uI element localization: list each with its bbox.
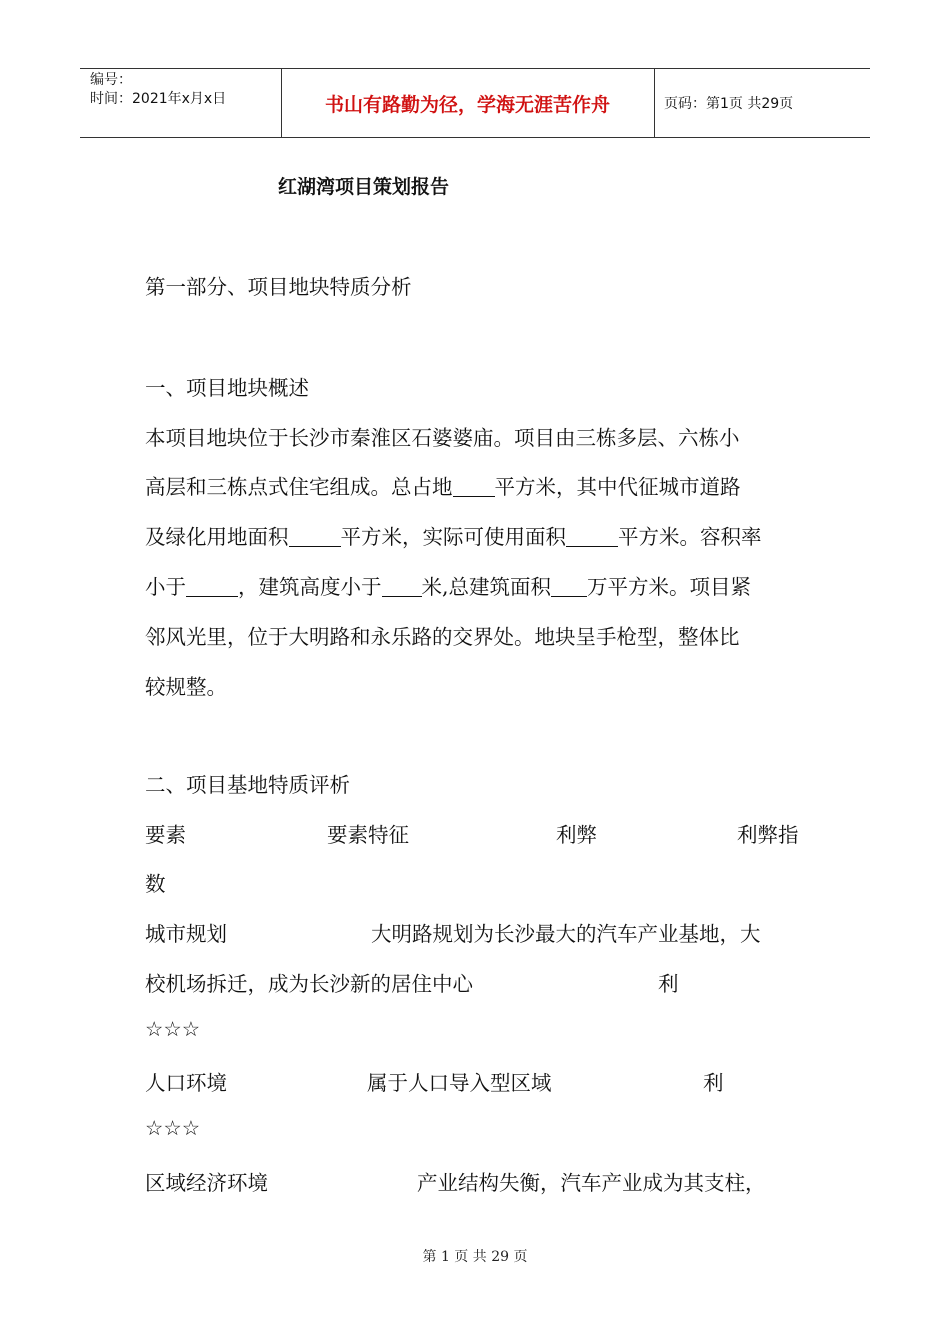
header-number: 编号： bbox=[90, 72, 132, 88]
column-header: 要素 bbox=[145, 823, 186, 847]
factor-label: 区域经济环境 bbox=[145, 1171, 268, 1195]
fill-blank bbox=[453, 476, 495, 498]
part-heading: 第一部分、项目地块特质分析 bbox=[145, 275, 412, 299]
column-header: 要素特征 bbox=[327, 823, 409, 847]
factor-label: 城市规划 bbox=[145, 922, 227, 946]
paragraph-line: 邻风光里，位于大明路和永乐路的交界处。地块呈手枪型，整体比 bbox=[145, 625, 740, 649]
factor-verdict: 利 bbox=[658, 972, 679, 996]
factor-feature: 属于人口导入型区域 bbox=[367, 1071, 552, 1095]
header-meta bbox=[90, 71, 226, 109]
page-footer: 第 1 页 共 29 页 bbox=[422, 1249, 528, 1265]
factor-stars: ☆☆☆ bbox=[145, 1116, 201, 1140]
section2-heading: 二、项目基地特质评析 bbox=[145, 773, 350, 797]
fill-blank bbox=[382, 576, 422, 598]
section1-heading: 一、项目地块概述 bbox=[145, 376, 309, 400]
column-header: 利弊 bbox=[556, 823, 597, 847]
factor-feature: 校机场拆迁，成为长沙新的居住中心 bbox=[145, 972, 473, 996]
paragraph-line: 及绿化用地面积 平方米，实际可使用面积 平方米。容积率 bbox=[145, 525, 762, 549]
paragraph-line: 本项目地块位于长沙市秦淮区石婆婆庙。项目由三栋多层、六栋小 bbox=[145, 426, 740, 450]
header-page-info: 页码：第1页 共29页 bbox=[664, 96, 794, 112]
factor-stars: ☆☆☆ bbox=[145, 1017, 201, 1041]
fill-blank bbox=[289, 526, 341, 548]
factor-feature: 产业结构失衡，汽车产业成为其支柱， bbox=[417, 1171, 766, 1195]
factor-verdict: 利 bbox=[703, 1071, 724, 1095]
header-time: 时间：2021年x月x日 bbox=[90, 91, 227, 107]
document-title: 红湖湾项目策划报告 bbox=[278, 176, 450, 198]
column-header: 利弊指 bbox=[737, 823, 799, 847]
factor-label: 人口环境 bbox=[145, 1071, 227, 1095]
factor-feature: 大明路规划为长沙最大的汽车产业基地，大 bbox=[371, 922, 761, 946]
paragraph-line: 小于 ，建筑高度小于 米,总建筑面积 万平方米。项目紧 bbox=[145, 575, 752, 599]
fill-blank bbox=[186, 576, 238, 598]
fill-blank bbox=[566, 526, 618, 548]
document-header bbox=[80, 68, 870, 138]
header-motto: 书山有路勤为径，学海无涯苦作舟 bbox=[324, 93, 610, 116]
paragraph-line: 高层和三栋点式住宅组成。总占地 平方米，其中代征城市道路 bbox=[145, 475, 741, 499]
header-divider bbox=[654, 69, 655, 137]
column-header-wrap: 数 bbox=[145, 872, 166, 896]
paragraph-line: 较规整。 bbox=[145, 675, 227, 699]
fill-blank bbox=[551, 576, 587, 598]
